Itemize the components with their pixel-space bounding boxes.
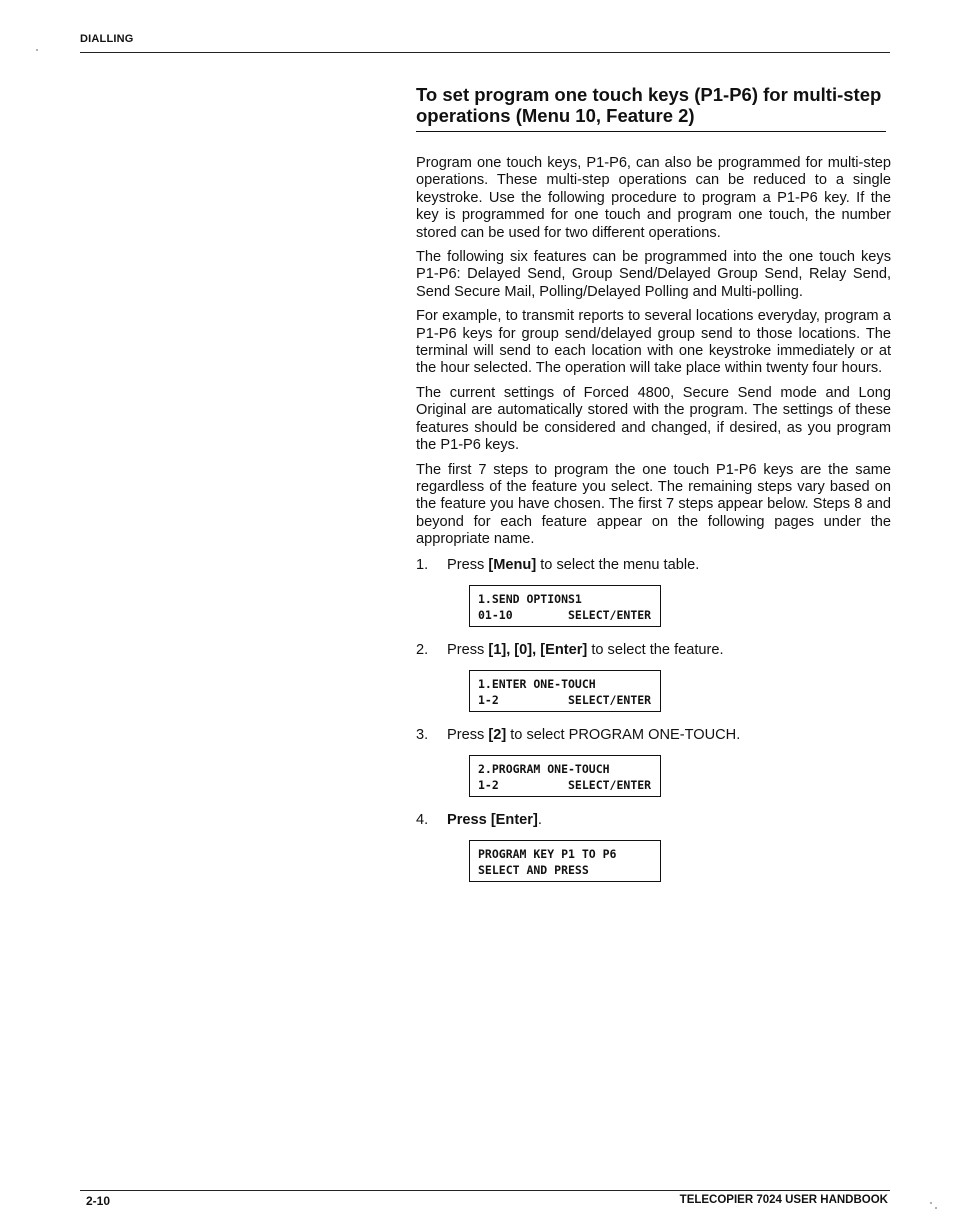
running-header: DIALLING (80, 33, 134, 45)
scan-speck (930, 1202, 932, 1204)
step-instruction: Press [Enter]. (447, 811, 542, 828)
main-content (416, 84, 891, 882)
lcd-line: 1-2 SELECT/ENTER (478, 692, 652, 707)
paragraph: For example, to transmit reports to several locations everyday, program a P1-P6 keys for group send/delayed group send to those locations. The terminal will send to each location with one keystroke immediately or at the hour selected. The operation will take place within twenty four hours. (416, 308, 891, 377)
book-title: TELECOPIER 7024 USER HANDBOOK (679, 1194, 888, 1206)
header-rule (80, 52, 890, 53)
step-instruction: Press [2] to select PROGRAM ONE-TOUCH. (447, 726, 741, 743)
step-4 (416, 811, 891, 882)
key-name: [Menu] (488, 556, 537, 573)
key-name: [1], [0], [Enter] (488, 641, 588, 658)
paragraph: Program one touch keys, P1-P6, can also be programmed for multi-step operations. These multi-step operations can be reduced to a single keystroke. Use the following procedure to program a P1-P6 key. If the key is programmed for one touch and program one touch, the number stored can be used for two different operations. (416, 155, 891, 241)
step-number: 4. (416, 811, 429, 828)
paragraph: The first 7 steps to program the one touch P1-P6 keys are the same regardless of the feature you select. The remaining steps vary based on the feature you have chosen. The first 7 steps appear below. Steps 8 and beyond for each feature appear on the following pages under the appropriate name. (416, 461, 891, 548)
paragraph: The current settings of Forced 4800, Secure Send mode and Long Original are automatically stored with the program. The settings of these features should be considered and changed, if desired, as you program the P1-P6 keys. (416, 384, 891, 454)
step-2 (416, 641, 891, 712)
lcd-line: 1-2 SELECT/ENTER (478, 777, 652, 792)
lcd-line: 01-10 SELECT/ENTER (478, 607, 652, 622)
key-name: Press [Enter] (447, 811, 538, 828)
section-title: To set program one touch keys (P1-P6) for multi-step operations (Menu 10, Feature 2) (416, 84, 886, 132)
lcd-display (469, 585, 661, 627)
key-name: [2] (488, 726, 507, 743)
lcd-line: 2.PROGRAM ONE-TOUCH (478, 761, 610, 776)
step-instruction: Press [1], [0], [Enter] to select the feature. (447, 641, 724, 658)
lcd-display (469, 840, 661, 882)
lcd-display (469, 755, 661, 797)
paragraph: The following six features can be programmed into the one touch keys P1-P6: Delayed Send, Group Send/Delayed Group Send, Relay Send, Send Secure Mail, Polling/Delayed Polling and Multi-polling. (416, 249, 891, 300)
step-number: 1. (416, 556, 429, 573)
lcd-display (469, 670, 661, 712)
footer-rule (80, 1190, 890, 1191)
scan-speck (36, 49, 38, 51)
lcd-line: 1.SEND OPTIONS1 (478, 591, 582, 606)
page-number: 2-10 (86, 1194, 111, 1208)
lcd-line: SELECT AND PRESS (478, 862, 589, 877)
lcd-line: PROGRAM KEY P1 TO P6 (478, 846, 617, 861)
step-number: 3. (416, 726, 429, 743)
lcd-line: 1.ENTER ONE-TOUCH (478, 676, 596, 691)
step-instruction: Press [Menu] to select the menu table. (447, 556, 700, 573)
step-3 (416, 726, 891, 797)
step-number: 2. (416, 641, 429, 658)
scan-speck (935, 1207, 937, 1209)
step-1 (416, 556, 891, 627)
